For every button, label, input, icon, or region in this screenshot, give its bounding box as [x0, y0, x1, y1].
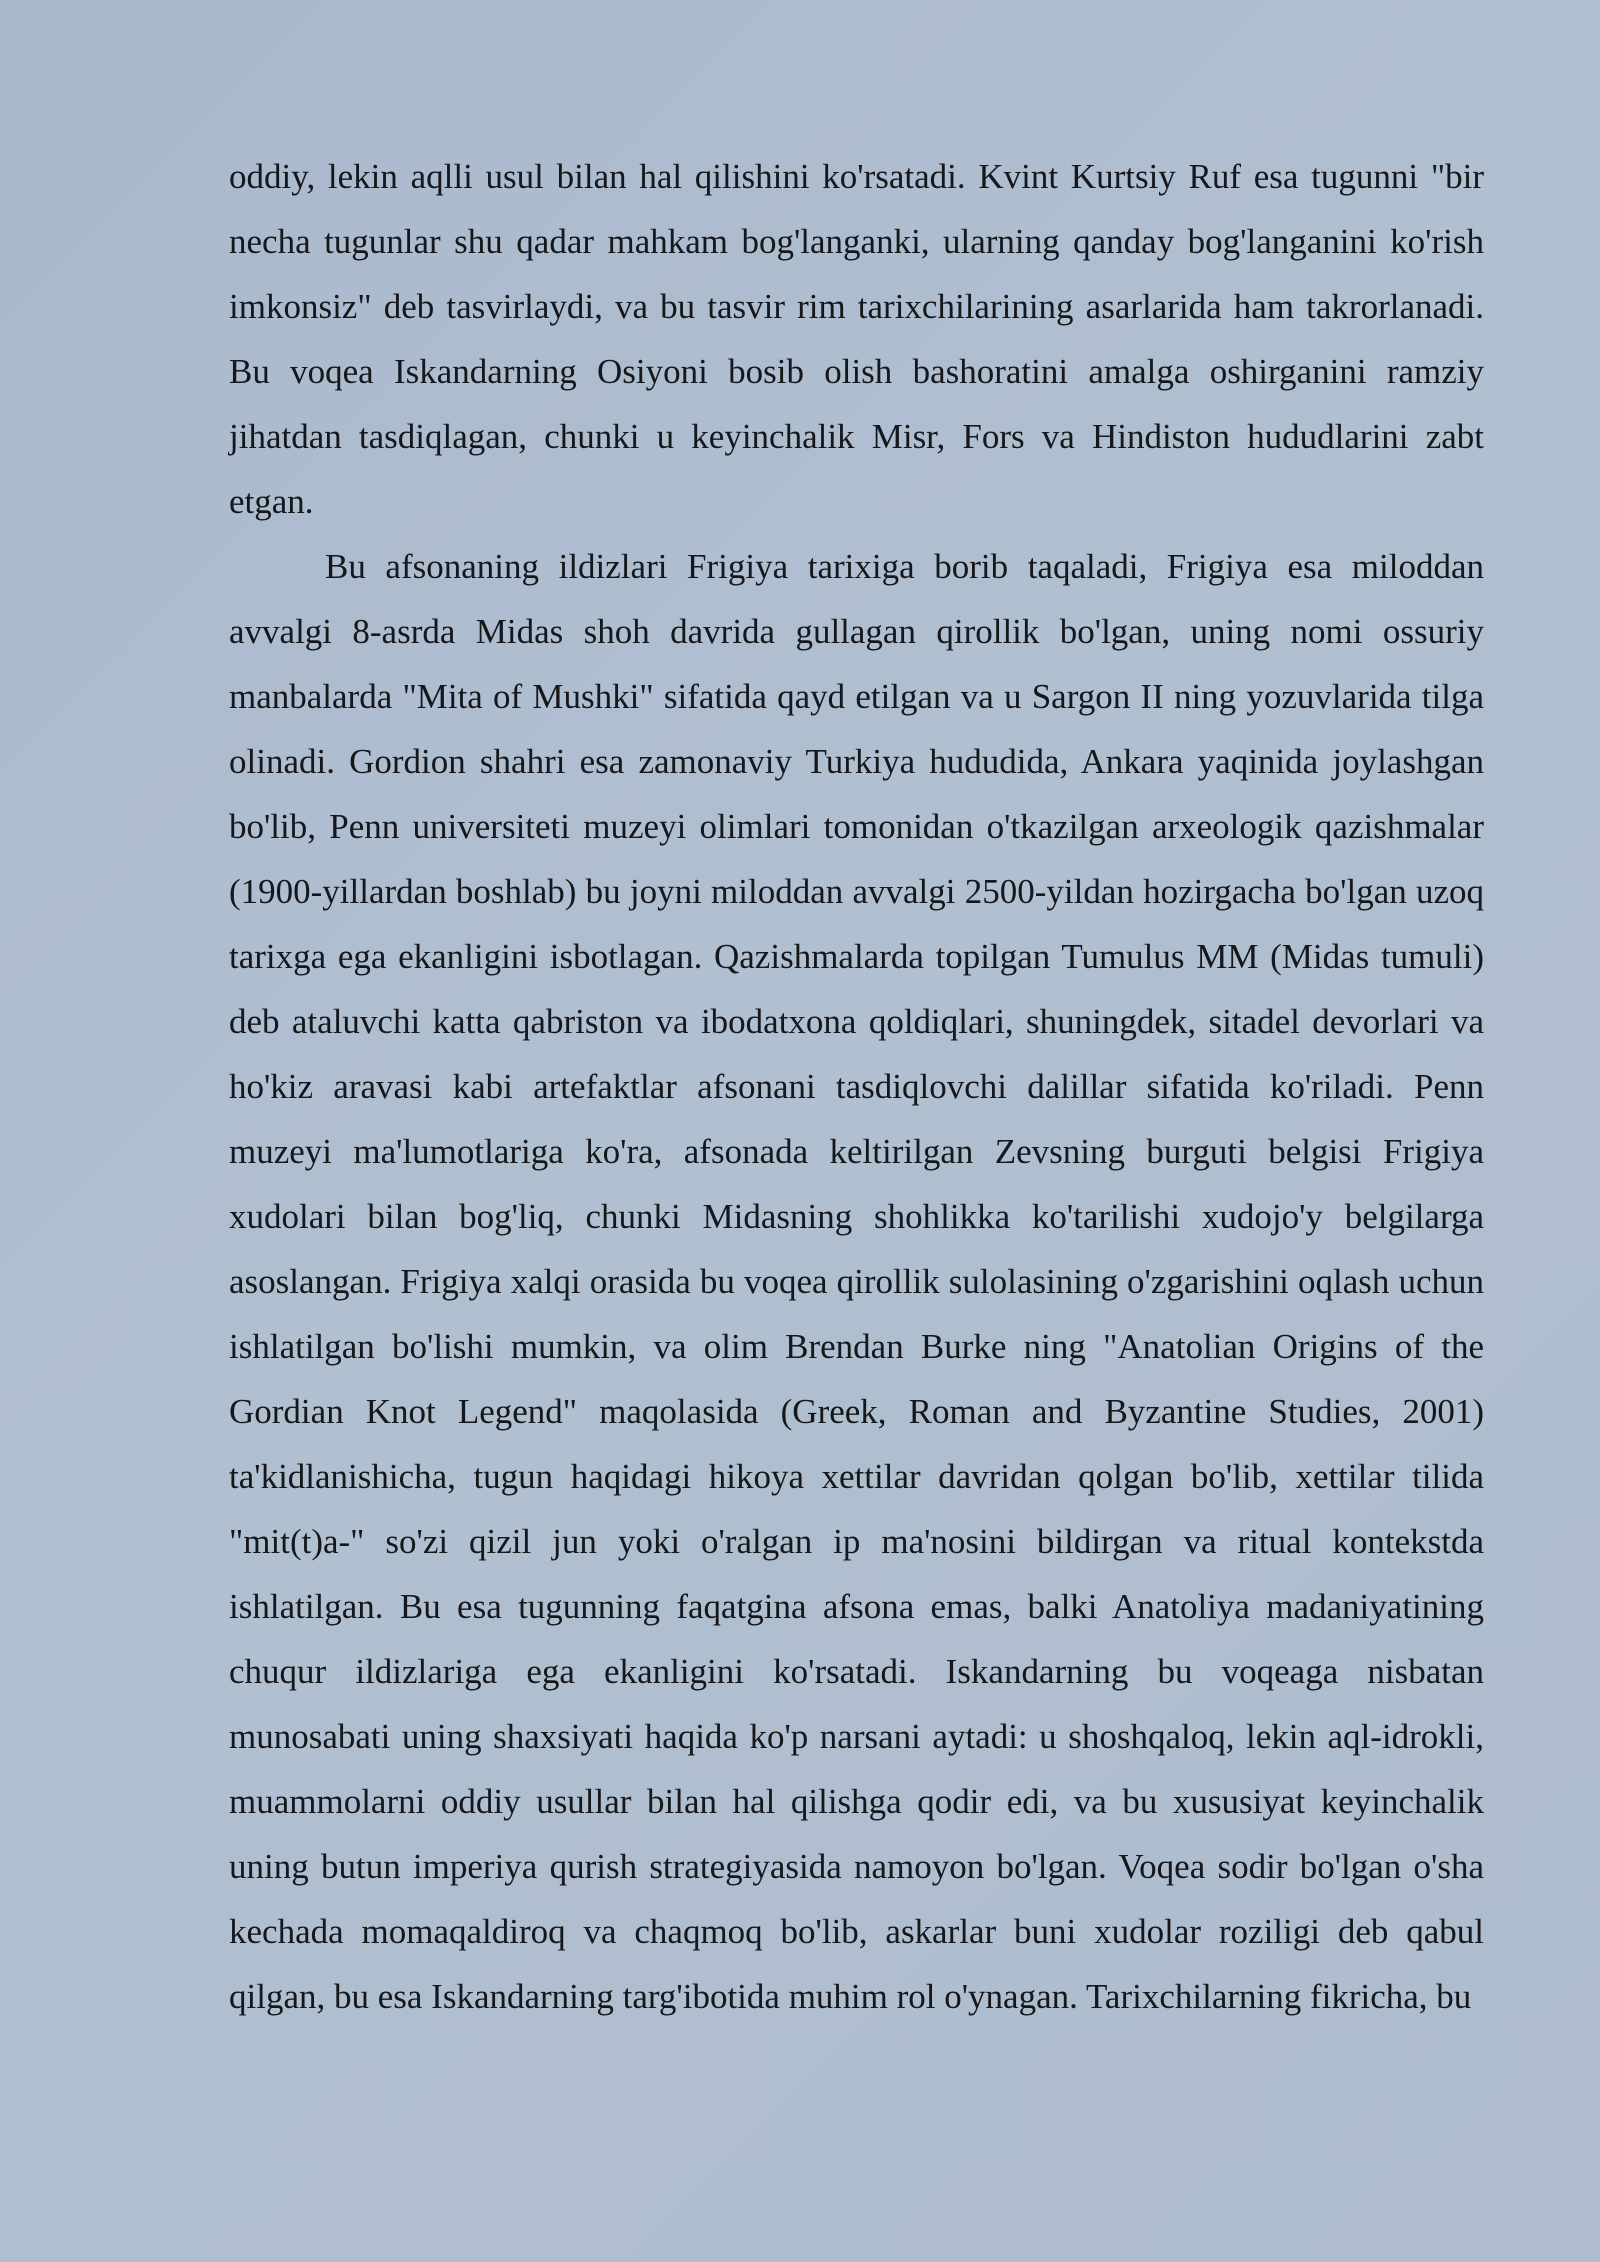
paragraph-frigiya-history: Bu afsonaning ildizlari Frigiya tarixiga borib taqaladi, Frigiya esa miloddan avvalgi 8-asrda Midas shoh davrida gullagan qirollik bo'lgan, uning nomi ossuriy manbalarda "Mita of Mushki" sifatida qayd etilgan va u Sargon II ning yozuvlarida tilga olinadi. Gordion shahri esa zamonaviy Turkiya hududida, Ankara yaqinida joylashgan bo'lib, Penn universiteti muzeyi olimlari tomonidan o'tkazilgan arxeologik qazishmalar (1900-yillardan boshlab) bu joyni miloddan avvalgi 2500-yildan hozirgacha bo'lgan uzoq tarixga ega ekanligini isbotlagan. Qazishmalarda topilgan Tumulus MM (Midas tumuli) deb ataluvchi katta qabriston va ibodatxona qoldiqlari, shuningdek, sitadel devorlari va ho'kiz aravasi kabi artefaktlar afsonani tasdiqlovchi dalillar sifatida ko'riladi. Penn muzeyi ma'lumotlariga ko'ra, afsonada keltirilgan Zevsning burguti belgisi Frigiya xudolari bilan bog'liq, chunki Midasning shohlikka ko'tarilishi xudojo'y belgilarga asoslangan. Frigiya xalqi orasida bu voqea qirollik sulolasining o'zgarishini oqlash uchun ishlatilgan bo'lishi mumkin, va olim Brendan Burke ning "Anatolian Origins of the Gordian Knot Legend" maqolasida (Greek, Roman and Byzantine Studies, 2001) ta'kidlanishicha, tugun haqidagi hikoya xettilar davridan qolgan bo'lib, xettilar tilida "mit(t)a-" so'zi qizil jun yoki o'ralgan ip ma'nosini bildirgan va ritual kontekstda ishlatilgan. Bu esa tugunning faqatgina afsona emas, balki Anatoliya madaniyatining chuqur ildizlariga ega ekanligini ko'rsatadi. Iskandarning bu voqeaga nisbatan munosabati uning shaxsiyati haqida ko'p narsani aytadi: u shoshqaloq, lekin aql-idrokli, muammolarni oddiy usullar bilan hal qilishga qodir edi, va bu xususiyat keyinchalik uning butun imperiya qurish strategiyasida namoyon bo'lgan. Voqea sodir bo'lgan o'sha kechada momaqaldiroq va chaqmoq bo'lib, askarlar buni xudolar roziligi deb qabul qilgan, bu esa Iskandarning targ'ibotida muhim rol o'ynagan. Tarixchilarning fikricha, bu	[229, 547, 1484, 2016]
paragraph-continuation: oddiy, lekin aqlli usul bilan hal qilishini ko'rsatadi. Kvint Kurtsiy Ruf esa tugunni "bir necha tugunlar shu qadar mahkam bog'langanki, ularning qanday bog'langanini ko'rish imkonsiz" deb tasvirlaydi, va bu tasvir rim tarixchilarining asarlarida ham takrorlanadi. Bu voqea Iskandarning Osiyoni bosib olish bashoratini amalga oshirganini ramziy jihatdan tasdiqlagan, chunki u keyinchalik Misr, Fors va Hindiston hududlarini zabt etgan.	[229, 157, 1484, 521]
document-body	[229, 144, 1484, 2029]
